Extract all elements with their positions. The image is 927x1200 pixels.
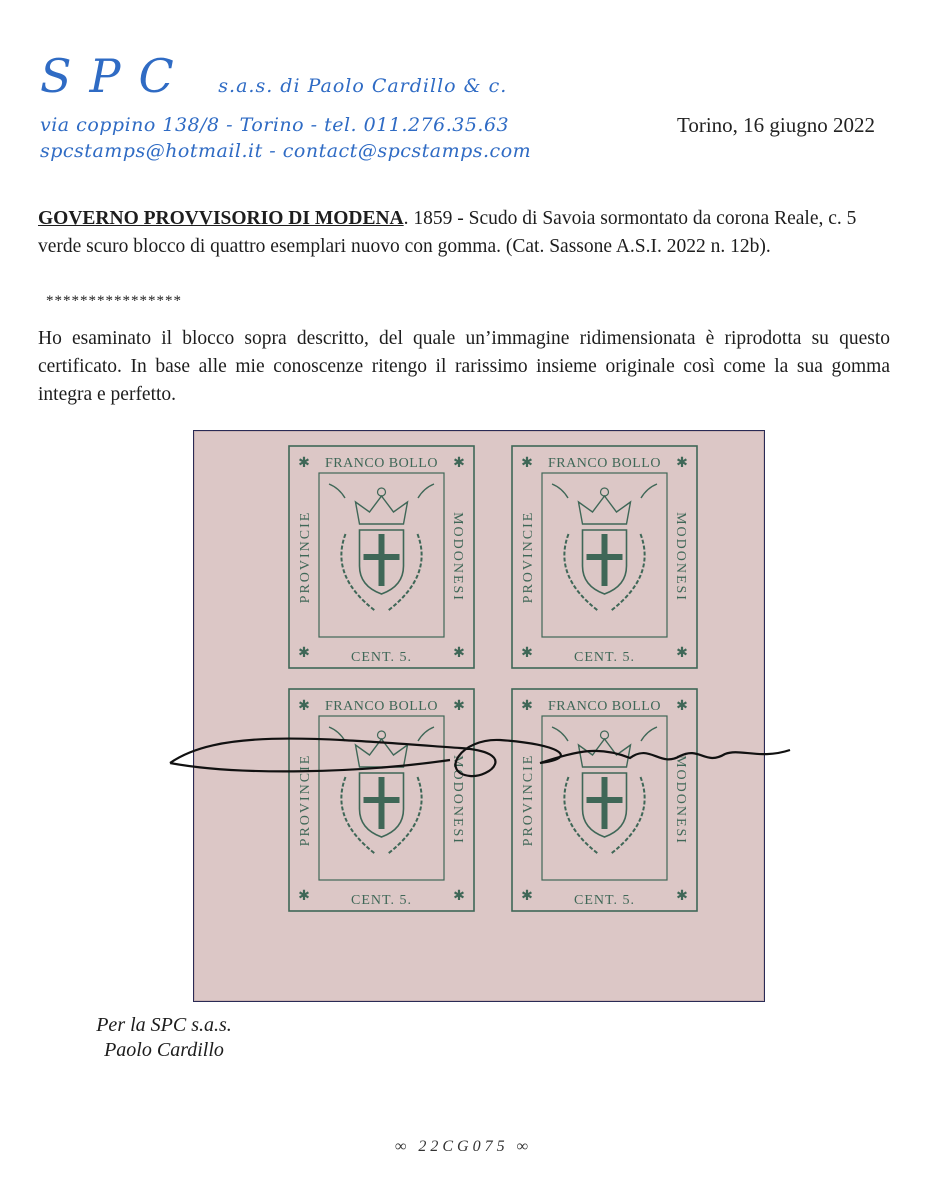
svg-text:FRANCO BOLLO: FRANCO BOLLO bbox=[548, 456, 661, 471]
serial-number: 22CG075 bbox=[418, 1138, 509, 1155]
svg-text:CENT. 5.: CENT. 5. bbox=[350, 650, 413, 665]
serial-ornament-right-icon: ∞ bbox=[508, 1138, 533, 1155]
svg-text:✱: ✱ bbox=[676, 645, 688, 661]
stamp-block-image bbox=[193, 430, 765, 1002]
svg-text:✱: ✱ bbox=[453, 888, 465, 904]
svg-text:FRANCO BOLLO: FRANCO BOLLO bbox=[325, 456, 438, 471]
handwritten-signature bbox=[160, 718, 800, 788]
svg-text:PROVINCIE: PROVINCIE bbox=[521, 753, 536, 847]
svg-text:✱: ✱ bbox=[298, 698, 310, 714]
svg-text:✱: ✱ bbox=[676, 455, 688, 471]
separator-stars: **************** bbox=[46, 293, 182, 309]
stamp-block-illustration bbox=[194, 431, 764, 1001]
svg-text:✱: ✱ bbox=[298, 455, 310, 471]
serial-ornament-left-icon: ∞ bbox=[394, 1138, 419, 1155]
address-line: via coppino 138/8 - Torino - tel. 011.276.35.63 bbox=[40, 114, 510, 136]
svg-text:CENT. 5.: CENT. 5. bbox=[573, 893, 636, 908]
signatory-company: Per la SPC s.a.s. bbox=[96, 1014, 232, 1036]
svg-text:CENT. 5.: CENT. 5. bbox=[350, 893, 413, 908]
svg-text:FRANCO BOLLO: FRANCO BOLLO bbox=[548, 699, 661, 714]
svg-text:MODONESI: MODONESI bbox=[450, 512, 465, 602]
svg-text:MODONESI: MODONESI bbox=[673, 512, 688, 602]
issue-title: GOVERNO PROVVISORIO DI MODENA bbox=[38, 208, 404, 229]
svg-text:CENT. 5.: CENT. 5. bbox=[573, 650, 636, 665]
brand-company: s.a.s. di Paolo Cardillo & c. bbox=[218, 75, 508, 97]
svg-text:✱: ✱ bbox=[521, 698, 533, 714]
svg-text:PROVINCIE: PROVINCIE bbox=[298, 753, 313, 847]
svg-text:✱: ✱ bbox=[298, 645, 310, 661]
description-text: . 1859 - Scudo di Savoia sormontato da corona Reale, c. 5 verde scuro blocco di quattro esemplari nuovo con gomma. (Cat. Sassone A.S.I. 2022 n. 12b). bbox=[38, 208, 857, 257]
svg-text:MODONESI: MODONESI bbox=[450, 755, 465, 845]
svg-text:✱: ✱ bbox=[521, 455, 533, 471]
stamp-1 bbox=[289, 446, 474, 668]
svg-text:✱: ✱ bbox=[676, 888, 688, 904]
signature-block bbox=[74, 1013, 254, 1063]
svg-text:MODONESI: MODONESI bbox=[673, 755, 688, 845]
svg-text:✱: ✱ bbox=[453, 698, 465, 714]
svg-text:✱: ✱ bbox=[676, 698, 688, 714]
svg-text:✱: ✱ bbox=[453, 455, 465, 471]
letterhead bbox=[40, 50, 531, 164]
svg-text:✱: ✱ bbox=[521, 888, 533, 904]
svg-text:FRANCO BOLLO: FRANCO BOLLO bbox=[325, 699, 438, 714]
svg-text:✱: ✱ bbox=[298, 888, 310, 904]
brand-logo: SPC bbox=[40, 49, 192, 103]
svg-text:PROVINCIE: PROVINCIE bbox=[298, 510, 313, 604]
stamp-2 bbox=[512, 446, 697, 668]
svg-text:PROVINCIE: PROVINCIE bbox=[521, 510, 536, 604]
svg-text:✱: ✱ bbox=[453, 645, 465, 661]
certificate-date: Torino, 16 giugno 2022 bbox=[676, 113, 875, 137]
stamp-description bbox=[38, 205, 890, 261]
certificate-serial bbox=[0, 1138, 927, 1156]
signatory-name: Paolo Cardillo bbox=[104, 1039, 224, 1061]
examination-text: Ho esaminato il blocco sopra descritto, del quale un’immagine ridimensionata è riprodotta su questo certificato. In base alle mie conoscenze ritengo il rarissimo insieme originale così come la sua gomma integra e perfetto. bbox=[38, 328, 890, 405]
svg-text:✱: ✱ bbox=[521, 645, 533, 661]
email-line: spcstamps@hotmail.it - contact@spcstamps.com bbox=[40, 140, 532, 162]
